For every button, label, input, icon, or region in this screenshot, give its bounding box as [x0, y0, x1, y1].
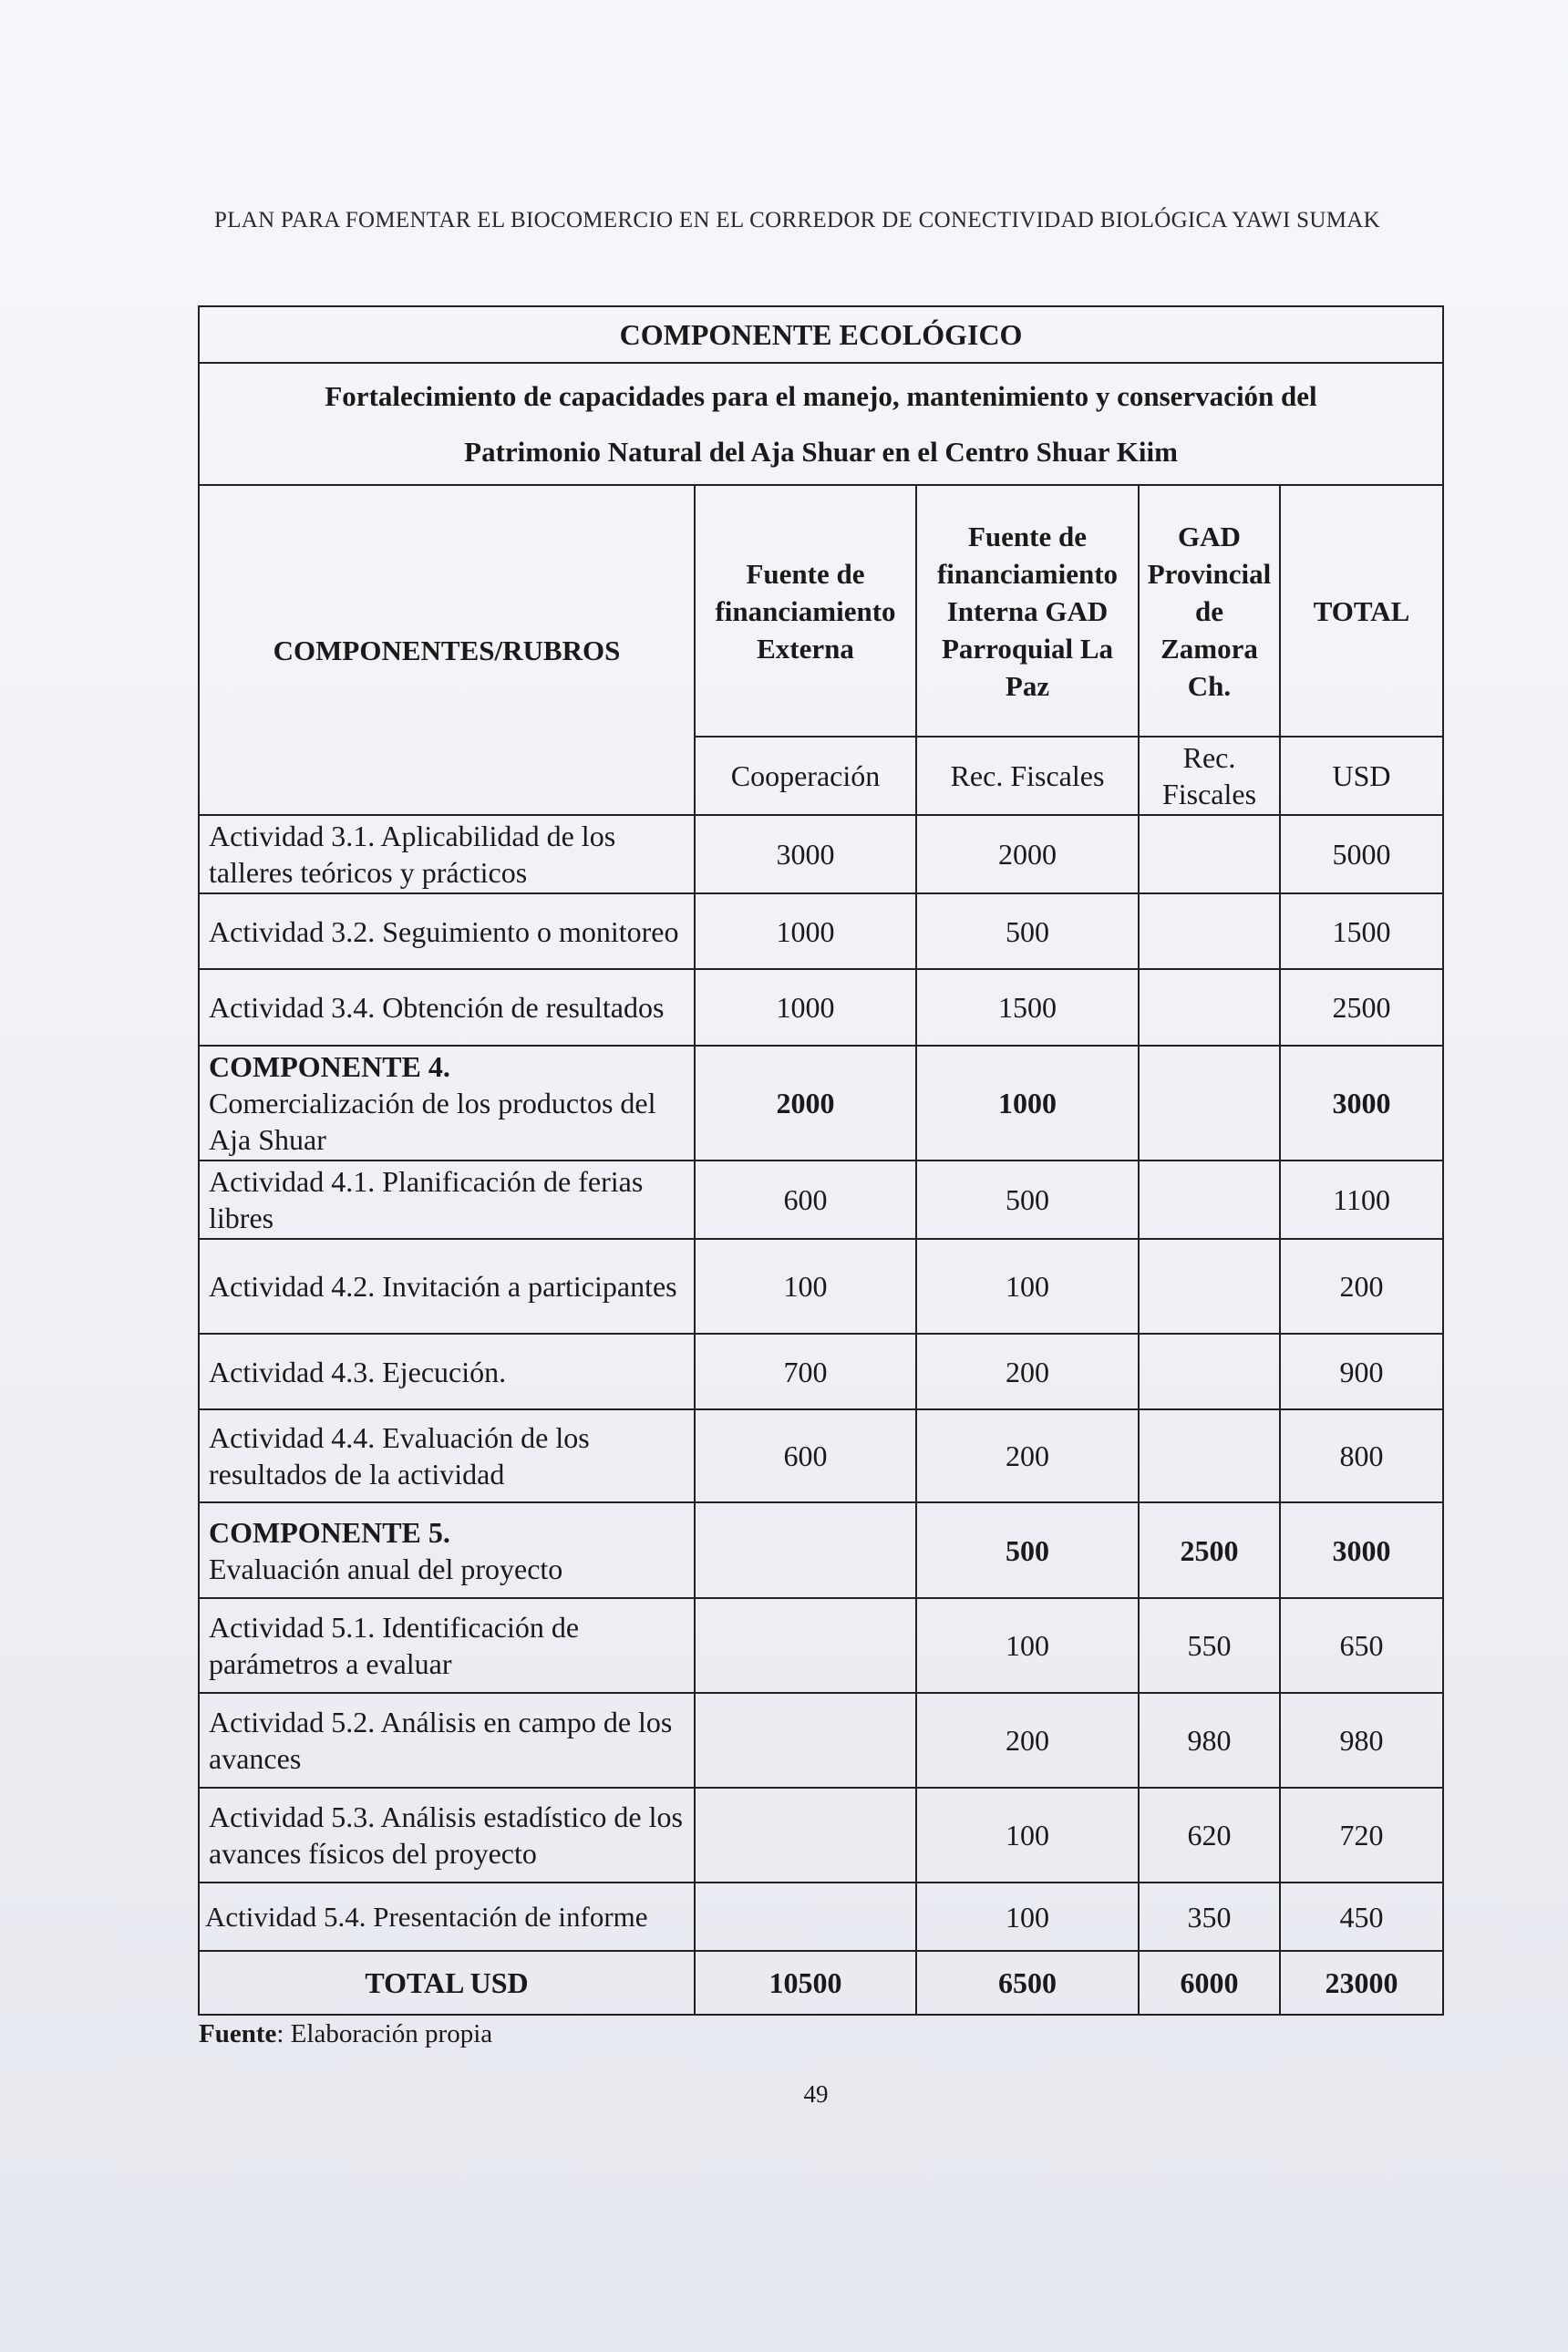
row-label: Actividad 4.3. Ejecución. [199, 1334, 695, 1409]
cell-provincial [1139, 1046, 1280, 1161]
cell-total: 720 [1280, 1788, 1443, 1883]
cell-externa: 1000 [695, 969, 916, 1046]
sub-header-interna: Rec. Fiscales [916, 737, 1139, 815]
cell-total: 1500 [1280, 893, 1443, 969]
table-row [199, 893, 1443, 969]
cell-interna: 100 [916, 1788, 1139, 1883]
sub-header-provincial: Rec. Fiscales [1139, 737, 1280, 815]
cell-provincial: 350 [1139, 1883, 1280, 1951]
row-label: Actividad 5.2. Análisis en campo de los avances [199, 1693, 695, 1788]
cell-externa: 600 [695, 1409, 916, 1502]
component-title: COMPONENTE 4. [209, 1050, 450, 1083]
table-subtitle [199, 363, 1443, 485]
table-title-row [199, 306, 1443, 363]
cell-externa [695, 1883, 916, 1951]
source-text: : Elaboración propia [276, 2019, 493, 2048]
total-externa: 10500 [695, 1951, 916, 2015]
row-label: Actividad 5.3. Análisis estadístico de los avances físicos del proyecto [199, 1788, 695, 1883]
source-note [199, 2019, 492, 2049]
sub-header-total: USD [1280, 737, 1443, 815]
cell-provincial [1139, 893, 1280, 969]
cell-externa [695, 1693, 916, 1788]
table-row [199, 1334, 1443, 1409]
row-label: Actividad 3.4. Obtención de resultados [199, 969, 695, 1046]
cell-interna: 200 [916, 1409, 1139, 1502]
cell-total: 3000 [1280, 1502, 1443, 1598]
cell-provincial [1139, 1409, 1280, 1502]
cell-externa: 600 [695, 1161, 916, 1239]
cell-provincial: 2500 [1139, 1502, 1280, 1598]
cell-total: 450 [1280, 1883, 1443, 1951]
cell-provincial [1139, 1334, 1280, 1409]
cell-interna: 200 [916, 1334, 1139, 1409]
col-header-interna: Fuente de financiamiento Interna GAD Parroquial La Paz [916, 485, 1139, 737]
cell-externa: 100 [695, 1239, 916, 1334]
table-subtitle-row [199, 363, 1443, 485]
cell-interna: 200 [916, 1693, 1139, 1788]
col-header-total: TOTAL [1280, 485, 1443, 737]
component-description: Evaluación anual del proyecto [209, 1552, 563, 1585]
table-subtitle-line2: Patrimonio Natural del Aja Shuar en el Centro Shuar Kiim [464, 436, 1178, 468]
cell-externa [695, 1598, 916, 1693]
cell-total: 3000 [1280, 1046, 1443, 1161]
cell-interna: 500 [916, 1502, 1139, 1598]
table-title: COMPONENTE ECOLÓGICO [199, 306, 1443, 363]
col-header-provincial: GAD Provincial de Zamora Ch. [1139, 485, 1280, 737]
running-header: PLAN PARA FOMENTAR EL BIOCOMERCIO EN EL CORREDOR DE CONECTIVIDAD BIOLÓGICA YAWI SUMAK [214, 208, 1380, 232]
table-row [199, 969, 1443, 1046]
row-label: Actividad 4.1. Planificación de ferias libres [199, 1161, 695, 1239]
cell-interna: 100 [916, 1883, 1139, 1951]
total-label: TOTAL USD [199, 1951, 695, 2015]
table-subtitle-line1: Fortalecimiento de capacidades para el manejo, mantenimiento y conservación del [325, 380, 1317, 412]
cell-externa: 2000 [695, 1046, 916, 1161]
cell-interna: 1500 [916, 969, 1139, 1046]
table-row [199, 1883, 1443, 1951]
total-provincial: 6000 [1139, 1951, 1280, 2015]
cell-provincial [1139, 1239, 1280, 1334]
cell-interna: 2000 [916, 815, 1139, 893]
row-label: Actividad 3.1. Aplicabilidad de los talleres teóricos y prácticos [199, 815, 695, 893]
row-label: Actividad 5.1. Identificación de parámetros a evaluar [199, 1598, 695, 1693]
budget-table [198, 305, 1444, 2016]
component-label [199, 1046, 695, 1161]
cell-externa [695, 1502, 916, 1598]
cell-provincial: 620 [1139, 1788, 1280, 1883]
col-header-externa: Fuente de financiamiento Externa [695, 485, 916, 737]
row-label: Actividad 5.4. Presentación de informe [199, 1883, 695, 1951]
cell-total: 800 [1280, 1409, 1443, 1502]
cell-total: 650 [1280, 1598, 1443, 1693]
cell-externa: 1000 [695, 893, 916, 969]
cell-interna: 1000 [916, 1046, 1139, 1161]
table-row [199, 1161, 1443, 1239]
cell-interna: 100 [916, 1239, 1139, 1334]
component-title: COMPONENTE 5. [209, 1515, 450, 1549]
cell-provincial: 980 [1139, 1693, 1280, 1788]
cell-total: 200 [1280, 1239, 1443, 1334]
row-label: Actividad 4.2. Invitación a participantes [199, 1239, 695, 1334]
source-label: Fuente [199, 2019, 277, 2048]
cell-interna: 500 [916, 893, 1139, 969]
table-row [199, 1409, 1443, 1502]
table-row [199, 1239, 1443, 1334]
cell-interna: 500 [916, 1161, 1139, 1239]
cell-provincial [1139, 969, 1280, 1046]
component-row [199, 1502, 1443, 1598]
table-row [199, 1693, 1443, 1788]
component-label [199, 1502, 695, 1598]
total-row [199, 1951, 1443, 2015]
page-number: 49 [803, 2080, 829, 2108]
cell-total: 1100 [1280, 1161, 1443, 1239]
component-description: Comercialización de los productos del Aja Shuar [209, 1087, 656, 1156]
cell-provincial: 550 [1139, 1598, 1280, 1693]
col-header-rubros: COMPONENTES/RUBROS [199, 485, 695, 815]
cell-total: 2500 [1280, 969, 1443, 1046]
total-total: 23000 [1280, 1951, 1443, 2015]
table-row [199, 815, 1443, 893]
table-row [199, 1788, 1443, 1883]
cell-externa [695, 1788, 916, 1883]
column-header-row [199, 485, 1443, 737]
component-row [199, 1046, 1443, 1161]
cell-externa: 3000 [695, 815, 916, 893]
cell-total: 5000 [1280, 815, 1443, 893]
table-row [199, 1598, 1443, 1693]
cell-provincial [1139, 815, 1280, 893]
cell-externa: 700 [695, 1334, 916, 1409]
cell-total: 900 [1280, 1334, 1443, 1409]
total-interna: 6500 [916, 1951, 1139, 2015]
cell-total: 980 [1280, 1693, 1443, 1788]
cell-interna: 100 [916, 1598, 1139, 1693]
row-label: Actividad 3.2. Seguimiento o monitoreo [199, 893, 695, 969]
sub-header-externa: Cooperación [695, 737, 916, 815]
cell-provincial [1139, 1161, 1280, 1239]
row-label: Actividad 4.4. Evaluación de los resultados de la actividad [199, 1409, 695, 1502]
